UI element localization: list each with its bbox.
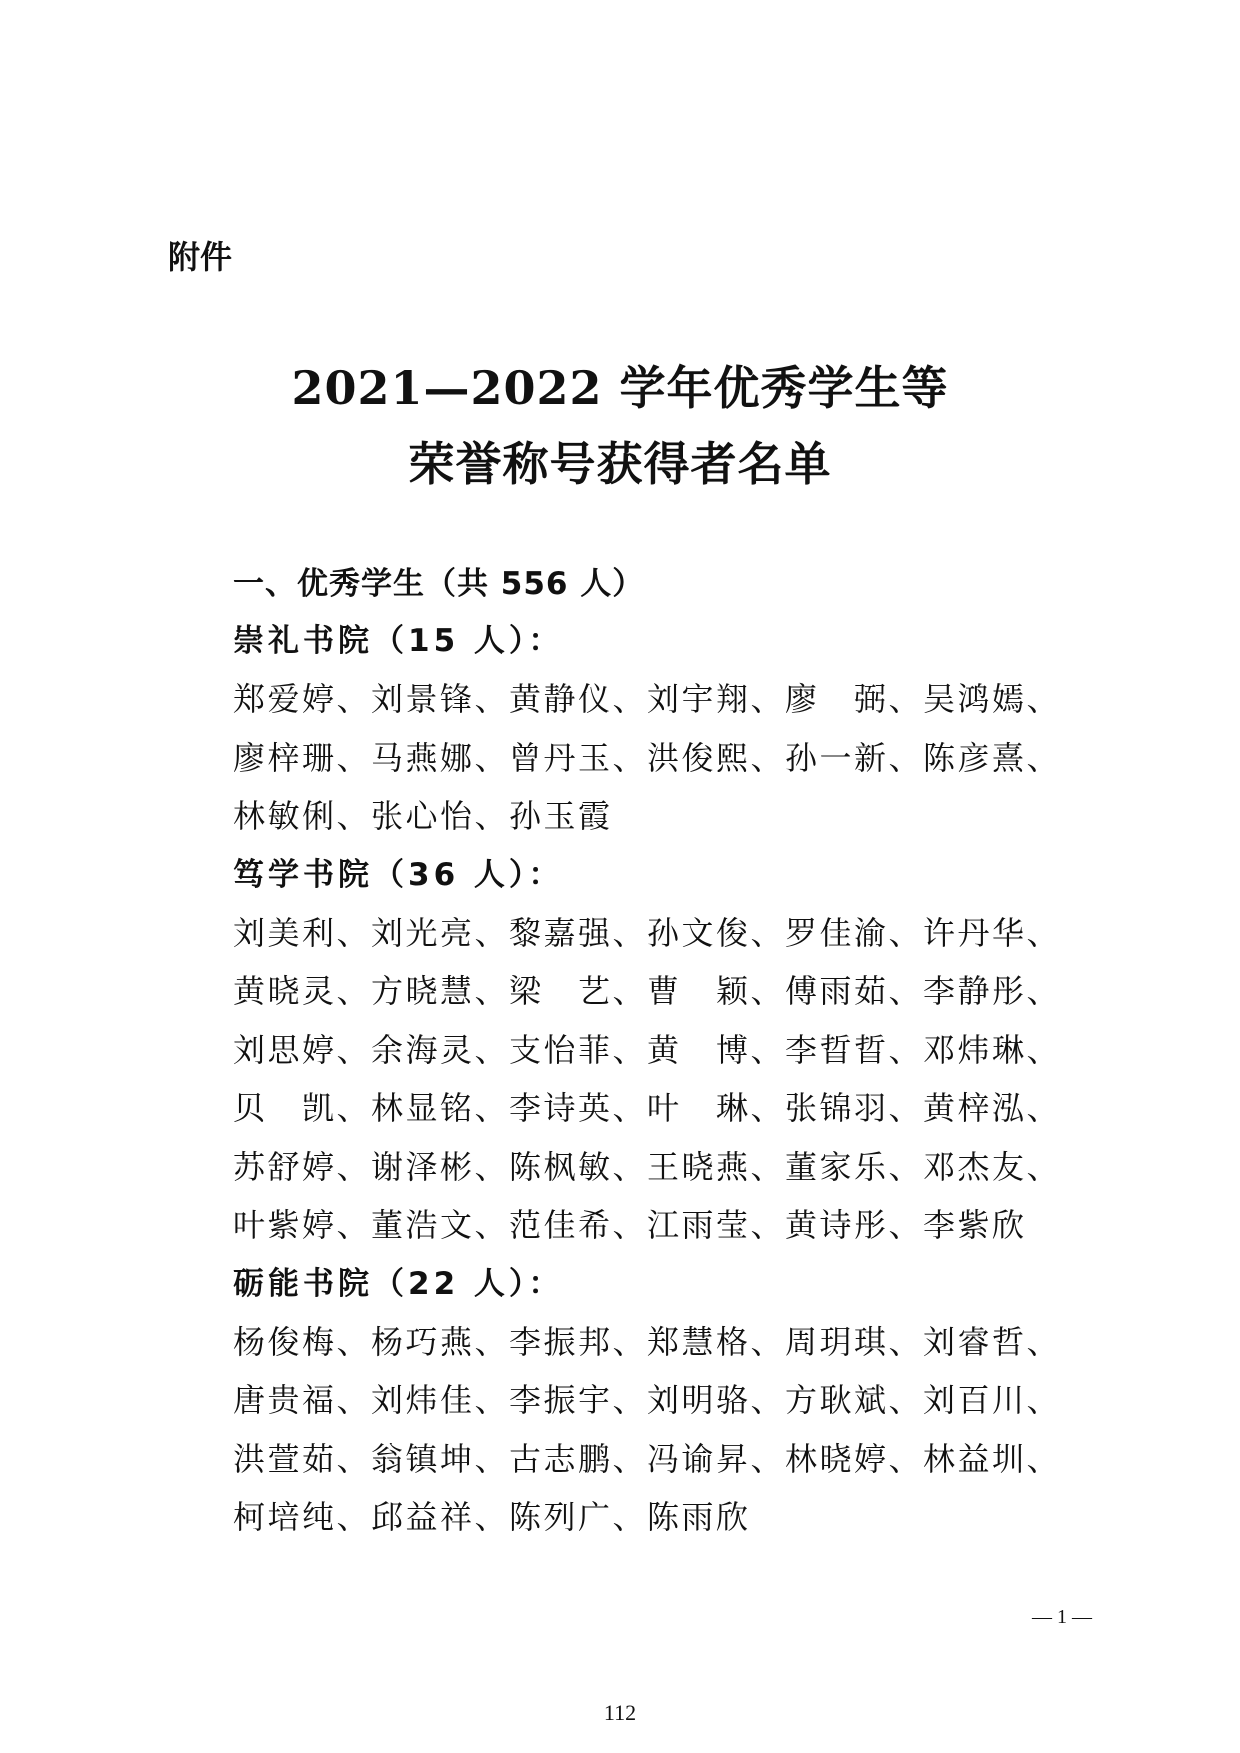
college-heading: 笃学书院（36 人）： bbox=[233, 856, 564, 893]
page-number: 112 bbox=[603, 1700, 637, 1725]
name-list-line: 廖梓珊、马燕娜、曾丹玉、洪俊熙、孙一新、陈彦熹、 bbox=[233, 738, 1062, 777]
college-groups bbox=[233, 612, 1062, 1547]
name-list-line: 柯培纯、邱益祥、陈列广、陈雨欣 bbox=[233, 1498, 751, 1536]
name-list-line: 唐贵福、刘炜佳、李振宇、刘明骆、方耿斌、刘百川、 bbox=[233, 1381, 1062, 1419]
name-list-line: 郑爱婷、刘景锋、黄静仪、刘宇翔、廖 弼、吴鸿嫣、 bbox=[233, 680, 1062, 718]
college-heading: 崇礼书院（15 人）： bbox=[233, 623, 564, 659]
name-list-line: 刘美利、刘光亮、黎嘉强、孙文俊、罗佳渝、许丹华、 bbox=[233, 913, 1062, 952]
section-heading: 一、优秀学生（共 556 人） bbox=[233, 566, 645, 602]
page-mark: — 1 — bbox=[1032, 1606, 1092, 1628]
document-title-line-2: 荣誉称号获得者名单 bbox=[408, 437, 832, 491]
college-group-lineng bbox=[233, 1255, 1062, 1547]
name-list-line: 黄晓灵、方晓慧、梁 艺、曹 颖、傅雨茹、李静彤、 bbox=[233, 972, 1062, 1010]
college-group-duxue bbox=[233, 846, 1062, 1255]
attachment-label: 附件 bbox=[168, 238, 233, 276]
name-list-line: 贝 凯、林显铭、李诗英、叶 琳、张锦羽、黄梓泓、 bbox=[233, 1089, 1062, 1127]
name-list-line: 洪萱茹、翁镇坤、古志鹏、冯谕昇、林晓婷、林益圳、 bbox=[233, 1439, 1062, 1478]
name-list-line: 林敏俐、张心怡、孙玉霞 bbox=[233, 797, 613, 835]
name-list-line: 刘思婷、余海灵、支怡菲、黄 博、李晢晢、邓炜琳、 bbox=[233, 1030, 1062, 1069]
name-list-line: 杨俊梅、杨巧燕、李振邦、郑慧格、周玥琪、刘睿哲、 bbox=[233, 1322, 1062, 1361]
name-list-line: 苏舒婷、谢泽彬、陈枫敏、王晓燕、董家乐、邓杰友、 bbox=[233, 1147, 1062, 1186]
name-list-line: 叶紫婷、董浩文、范佳希、江雨莹、黄诗彤、李紫欣 bbox=[233, 1206, 1027, 1244]
college-group-chongli bbox=[233, 612, 1062, 846]
college-heading: 砺能书院（22 人）： bbox=[233, 1265, 564, 1302]
document-title-line-1: 2021—2022 学年优秀学生等 bbox=[291, 361, 949, 415]
